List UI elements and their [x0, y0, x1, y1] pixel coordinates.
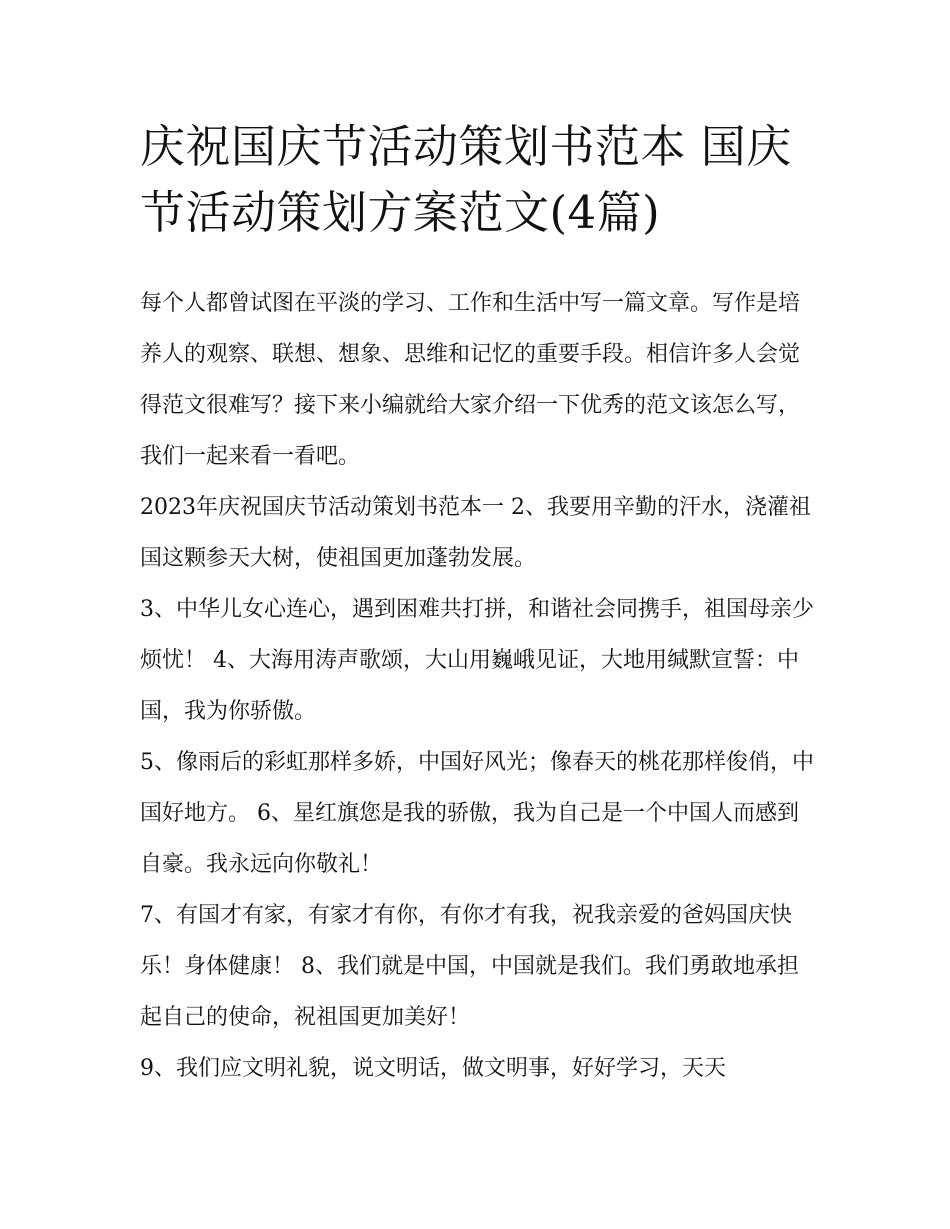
paragraph-2: 2023年庆祝国庆节活动策划书范本一 2、我要用辛勤的汗水，浇灌祖国这颗参天大树，使祖国更加蓬勃发展。: [140, 495, 811, 571]
document-body: [140, 278, 820, 1094]
paragraph-4: 5、像雨后的彩虹那样多娇，中国好风光；像春天的桃花那样俊俏，中国好地方。 6、星红旗您是我的骄傲，我为自己是一个中国人而感到自豪。我永远向你敬礼！: [140, 750, 814, 877]
paragraph-3: 3、中华儿女心连心，遇到困难共打拼，和谐社会同携手，祖国母亲少烦忧！ 4、大海用涛声歌颂，大山用巍峨见证，大地用缄默宣誓：中国，我为你骄傲。: [140, 597, 814, 724]
document-title: 庆祝国庆节活动策划书范本 国庆节活动策划方案范文(4篇): [140, 120, 792, 239]
paragraph-6: 9、我们应文明礼貌，说文明话，做文明事，好好学习，天天: [140, 1056, 726, 1081]
paragraph-intro: 每个人都曾试图在平淡的学习、工作和生活中写一篇文章。写作是培养人的观察、联想、想象、思维和记忆的重要手段。相信许多人会觉得范文很难写？接下来小编就给大家介绍一下优秀的范文该怎么写，我们一起来看一看吧。: [140, 291, 801, 469]
paragraph-5: 7、有国才有家，有家才有你，有你才有我，祝我亲爱的爸妈国庆快乐！身体健康！ 8、我们就是中国，中国就是我们。我们勇敢地承担起自己的使命，祝祖国更加美好！: [140, 903, 799, 1030]
